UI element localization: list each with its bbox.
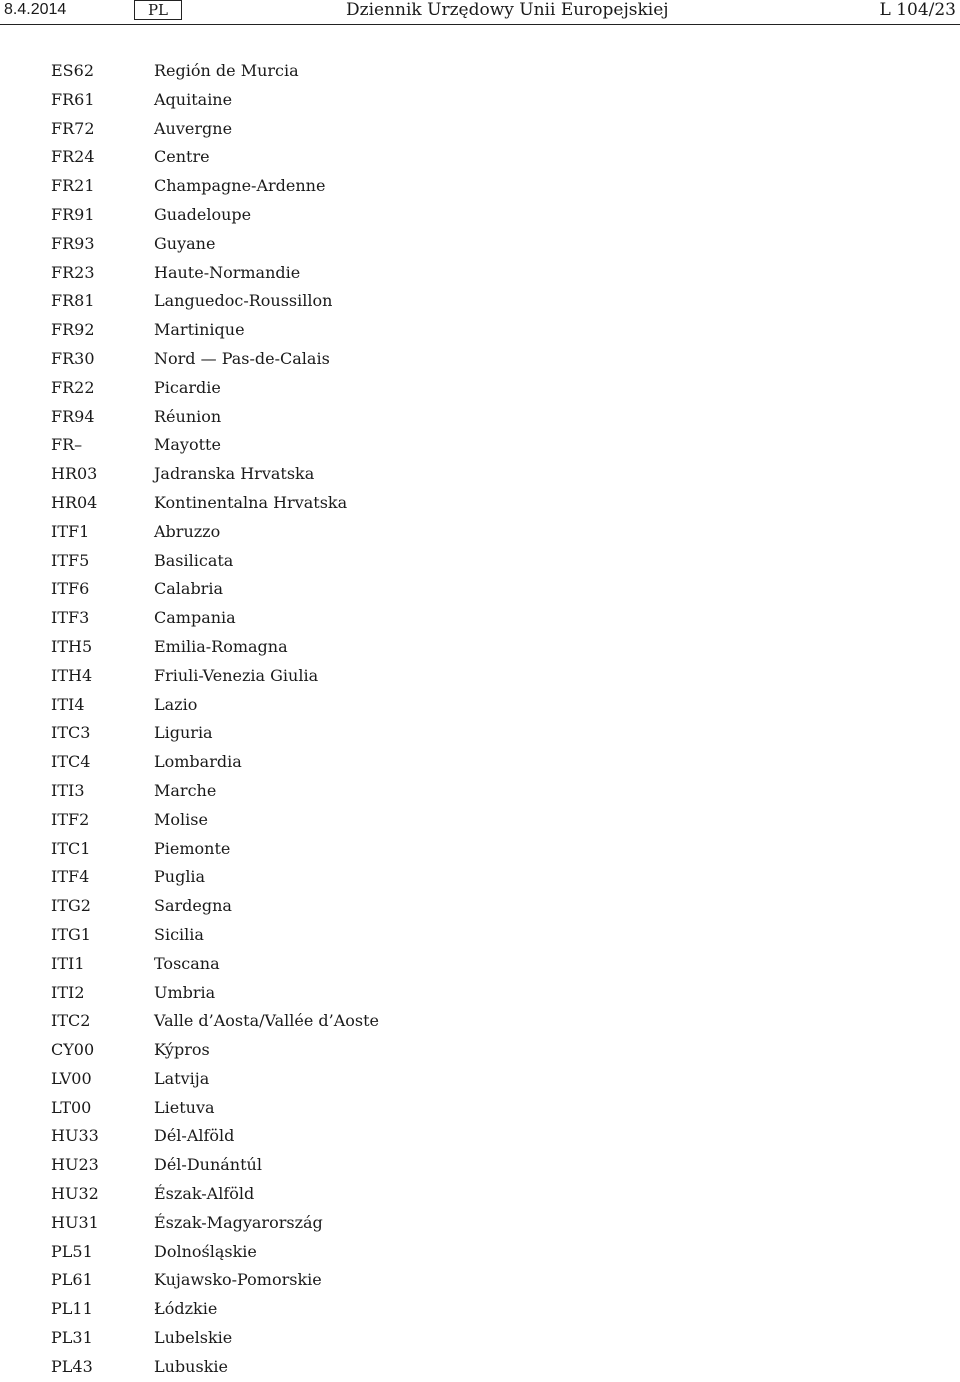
region-name: Lazio xyxy=(154,694,198,714)
list-item xyxy=(0,1007,960,1036)
list-item xyxy=(0,719,960,748)
list-item xyxy=(0,1238,960,1267)
list-item xyxy=(0,230,960,259)
region-name: Picardie xyxy=(154,377,221,397)
region-name: Emilia-Romagna xyxy=(154,636,288,656)
region-name: Sicilia xyxy=(154,924,204,944)
region-name: Región de Murcia xyxy=(154,61,299,80)
region-name: Sardegna xyxy=(154,896,232,916)
region-code: HR04 xyxy=(51,492,98,512)
list-item xyxy=(0,1353,960,1382)
list-item xyxy=(0,431,960,460)
region-code: ITI1 xyxy=(51,953,85,973)
region-code: ITF4 xyxy=(51,867,90,887)
journal-title: Dziennik Urzędowy Unii Europejskiej xyxy=(346,0,669,20)
region-code: FR93 xyxy=(51,233,95,253)
region-name: Guadeloupe xyxy=(154,204,252,224)
language-badge: PL xyxy=(134,0,182,20)
region-code: ITH5 xyxy=(51,636,93,656)
region-code: ITG1 xyxy=(51,924,91,944)
region-code: ITF5 xyxy=(51,550,90,570)
region-name: Liguria xyxy=(154,723,213,743)
region-name: Lubuskie xyxy=(154,1356,228,1376)
region-code: ITF3 xyxy=(51,608,90,628)
region-code: PL31 xyxy=(51,1328,93,1348)
list-item xyxy=(0,86,960,115)
region-name: Észak-Magyarország xyxy=(154,1212,323,1232)
list-item xyxy=(0,1036,960,1065)
region-code: ITI4 xyxy=(51,694,85,714)
list-item xyxy=(0,143,960,172)
region-name: Basilicata xyxy=(154,550,234,570)
region-code: LT00 xyxy=(51,1097,92,1117)
region-code: FR72 xyxy=(51,118,95,138)
region-code: HU23 xyxy=(51,1155,99,1175)
region-name: Aquitaine xyxy=(154,89,233,109)
region-name: Calabria xyxy=(154,579,223,599)
region-code: PL11 xyxy=(51,1299,93,1319)
region-code: FR22 xyxy=(51,377,95,397)
region-name: Észak-Alföld xyxy=(154,1184,255,1204)
list-item xyxy=(0,374,960,403)
list-item xyxy=(0,691,960,720)
list-item xyxy=(0,489,960,518)
region-name: Centre xyxy=(154,147,210,167)
region-name: Lietuva xyxy=(154,1097,215,1117)
list-item xyxy=(0,748,960,777)
list-item xyxy=(0,345,960,374)
region-name: Martinique xyxy=(154,320,245,340)
list-item xyxy=(0,806,960,835)
region-name: Dél-Dunántúl xyxy=(154,1155,262,1175)
region-name: Kujawsko-Pomorskie xyxy=(154,1270,322,1290)
list-item xyxy=(0,892,960,921)
region-code: FR92 xyxy=(51,320,95,340)
list-item xyxy=(0,460,960,489)
region-code: ITF6 xyxy=(51,579,90,599)
region-list xyxy=(0,57,960,1382)
region-name: Dél-Alföld xyxy=(154,1126,235,1146)
region-name: Dolnośląskie xyxy=(154,1241,257,1261)
region-name: Toscana xyxy=(154,953,220,973)
region-name: Languedoc-Roussillon xyxy=(154,291,333,311)
region-name: Piemonte xyxy=(154,838,231,858)
region-name: Auvergne xyxy=(154,118,233,138)
list-item xyxy=(0,1122,960,1151)
list-item xyxy=(0,403,960,432)
list-item xyxy=(0,662,960,691)
region-code: ITI3 xyxy=(51,780,85,800)
region-code: HR03 xyxy=(51,464,98,484)
list-item xyxy=(0,979,960,1008)
region-name: Lombardia xyxy=(154,752,242,772)
region-code: ITG2 xyxy=(51,896,91,916)
region-code: FR81 xyxy=(51,291,95,311)
publication-date: 8.4.2014 xyxy=(4,1,67,18)
list-item xyxy=(0,575,960,604)
region-code: ITF2 xyxy=(51,809,90,829)
region-code: ITC3 xyxy=(51,723,91,743)
region-code: FR30 xyxy=(51,348,95,368)
list-item xyxy=(0,863,960,892)
region-code: ITH4 xyxy=(51,665,93,685)
region-code: ITI2 xyxy=(51,982,85,1002)
page-header xyxy=(0,0,960,25)
list-item xyxy=(0,201,960,230)
list-item xyxy=(0,259,960,288)
region-code: FR24 xyxy=(51,147,95,167)
list-item xyxy=(0,1065,960,1094)
region-name: Mayotte xyxy=(154,435,221,455)
list-item xyxy=(0,921,960,950)
region-code: FR94 xyxy=(51,406,95,426)
region-code: LV00 xyxy=(51,1068,92,1088)
region-code: ITF1 xyxy=(51,521,90,541)
region-code: HU32 xyxy=(51,1184,99,1204)
region-name: Puglia xyxy=(154,867,206,887)
list-item xyxy=(0,287,960,316)
region-name: Umbria xyxy=(154,982,216,1002)
region-code: ITC2 xyxy=(51,1011,91,1031)
list-item xyxy=(0,57,960,86)
list-item xyxy=(0,1266,960,1295)
region-code: FR23 xyxy=(51,262,95,282)
region-name: Łódzkie xyxy=(154,1299,218,1319)
region-code: PL43 xyxy=(51,1356,93,1376)
region-code: PL51 xyxy=(51,1241,93,1261)
region-code: FR61 xyxy=(51,89,95,109)
region-code: ITC4 xyxy=(51,752,91,772)
region-code: FR91 xyxy=(51,204,95,224)
region-name: Kontinentalna Hrvatska xyxy=(154,492,348,512)
region-name: Campania xyxy=(154,608,236,628)
list-item xyxy=(0,115,960,144)
region-name: Guyane xyxy=(154,233,216,253)
list-item xyxy=(0,1324,960,1353)
region-code: PL61 xyxy=(51,1270,93,1290)
list-item xyxy=(0,1295,960,1324)
list-item xyxy=(0,1094,960,1123)
list-item xyxy=(0,316,960,345)
region-name: Friuli-Venezia Giulia xyxy=(154,665,319,685)
region-name: Kýpros xyxy=(154,1040,210,1060)
list-item xyxy=(0,777,960,806)
region-code: HU31 xyxy=(51,1212,99,1232)
list-item xyxy=(0,633,960,662)
region-code: FR21 xyxy=(51,176,95,196)
region-name: Molise xyxy=(154,809,208,829)
region-name: Abruzzo xyxy=(154,521,221,541)
region-name: Marche xyxy=(154,780,217,800)
region-code: HU33 xyxy=(51,1126,99,1146)
list-item xyxy=(0,950,960,979)
region-code: ITC1 xyxy=(51,838,91,858)
list-item xyxy=(0,172,960,201)
list-item xyxy=(0,835,960,864)
list-item xyxy=(0,604,960,633)
list-item xyxy=(0,1151,960,1180)
region-name: Valle d’Aosta/Vallée d’Aoste xyxy=(154,1011,380,1031)
region-name: Jadranska Hrvatska xyxy=(154,464,315,484)
region-name: Lubelskie xyxy=(154,1328,233,1348)
page-reference: L 104/23 xyxy=(879,0,956,20)
list-item xyxy=(0,1180,960,1209)
list-item xyxy=(0,1209,960,1238)
region-name: Haute-Normandie xyxy=(154,262,301,282)
region-name: Champagne-Ardenne xyxy=(154,176,326,196)
region-code: ES62 xyxy=(51,61,94,80)
region-name: Réunion xyxy=(154,406,222,426)
region-name: Latvija xyxy=(154,1068,210,1088)
region-code: FR– xyxy=(51,435,83,455)
list-item xyxy=(0,547,960,576)
region-code: CY00 xyxy=(51,1040,95,1060)
list-item xyxy=(0,518,960,547)
region-name: Nord — Pas-de-Calais xyxy=(154,348,330,368)
